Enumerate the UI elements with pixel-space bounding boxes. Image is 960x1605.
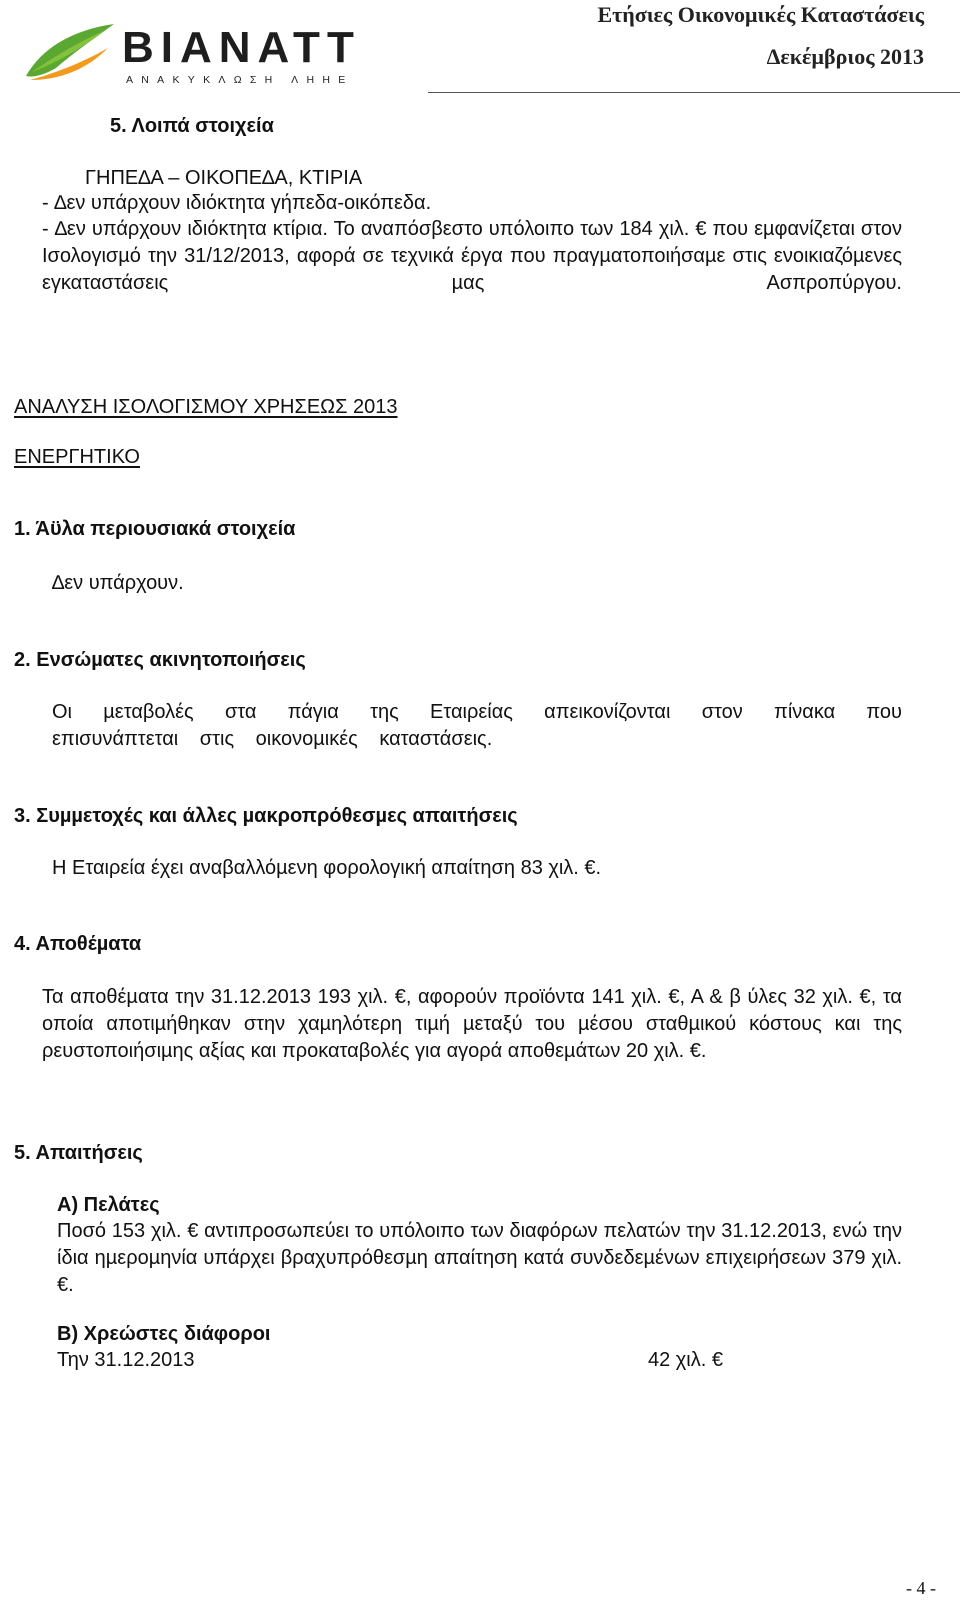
customers-text: Ποσό 153 χιλ. € αντιπροσωπεύει το υπόλοιπο των διαφόρων πελατών την 31.12.2013, ενώ την ίδια ηµεροµηνία υπάρχει βραχυπρόθεσµη απαίτηση κατά συνδεδεµένων επιχειρήσεων 379 χιλ. €.	[57, 1220, 902, 1296]
item-4-title: 4. Αποθέµατα	[14, 933, 142, 955]
item-2-text: Οι µεταβολές στα πάγια της Εταιρείας απεικονίζονται στον πίνακα που επισυνάπτεται στις οικονοµικές καταστάσεις.	[52, 701, 902, 750]
item-3-title: 3. Συµµετοχές και άλλες µακροπρόθεσµες απαιτήσεις	[14, 805, 518, 827]
company-logo	[22, 18, 422, 88]
document-date: ∆εκέµβριος 2013	[766, 44, 924, 69]
assets-heading: ΕΝΕΡΓΗΤΙΚΟ	[14, 446, 140, 468]
leaf-icon	[22, 18, 118, 88]
item-4-text: Τα αποθέµατα την 31.12.2013 193 χιλ. €, αφορούν προϊόντα 141 χιλ. €, Α & β ύλες 32 χιλ. €, τα οποία αποτιµήθηκαν στην χαµηλότερη τιµή µεταξύ του µέσου σταθµικού κόστους και της ρευστοποιήσιµης αξίας και προκαταβολές για αγορά αποθεµάτων 20 χιλ. €.	[42, 986, 902, 1062]
logo-wordmark: BIANATT	[122, 23, 361, 72]
item-1-text: ∆εν υπάρχουν.	[52, 572, 184, 594]
sundry-debtors-title: Β) Χρεώστες διάφοροι	[57, 1323, 271, 1345]
item-1-title: 1. Άϋλα περιουσιακά στοιχεία	[14, 518, 296, 540]
sundry-debtors-date: Την 31.12.2013	[57, 1349, 195, 1371]
item-2-title: 2. Ενσώµατες ακινητοποιήσεις	[14, 649, 306, 671]
document-title: Ετήσιες Οικονομικές Καταστάσεις	[597, 2, 924, 27]
land-buildings-heading: ΓΗΠΕ∆Α – ΟΙΚΟΠΕ∆Α, ΚΤΙΡΙΑ	[85, 167, 363, 189]
customers-title: Α) Πελάτες	[57, 1194, 160, 1216]
header-divider	[428, 92, 960, 93]
logo-tagline: ΑΝΑΚΥΚΛΩΣΗ ΛΗΗΕ	[126, 74, 354, 86]
analysis-title: ΑΝΑΛΥΣΗ ΙΣΟΛΟΓΙΣΜΟΥ ΧΡΗΣΕΩΣ 2013	[14, 396, 398, 418]
sundry-debtors-amount: 42 χιλ. €	[648, 1349, 723, 1371]
page-header	[0, 0, 960, 96]
header-info	[597, 2, 924, 70]
land-statement: - ∆εν υπάρχουν ιδιόκτητα γήπεδα-οικόπεδα.	[42, 192, 432, 214]
section-heading-other: 5. Λοιπά στοιχεία	[110, 115, 274, 137]
item-5-title: 5. Απαιτήσεις	[14, 1142, 143, 1164]
item-3-text: Η Εταιρεία έχει αναβαλλόµενη φορολογική απαίτηση 83 χιλ. €.	[52, 857, 602, 879]
buildings-paragraph: - ∆εν υπάρχουν ιδιόκτητα κτίρια. Το αναπόσβεστο υπόλοιπο των 184 χιλ. € που εµφανίζεται στον Ισολογισµό την 31/12/2013, αφορά σε τεχνικά έργα που πραγµατοποιήσαµε στις ενοικιαζόµενες εγκαταστάσεις µας Ασπροπύργου.	[42, 218, 902, 294]
page-number: - 4 -	[906, 1578, 936, 1598]
